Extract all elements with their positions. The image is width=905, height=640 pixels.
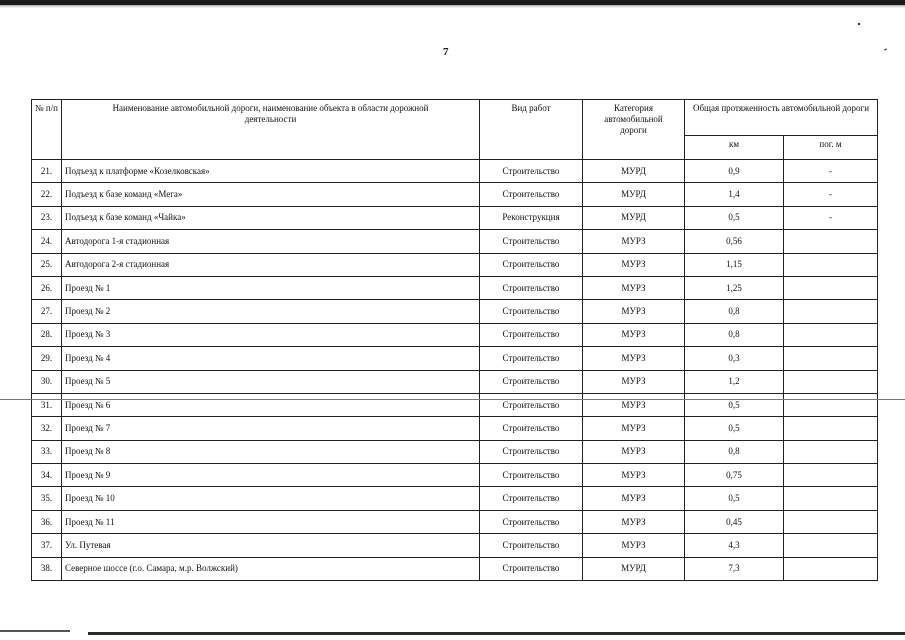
road-category-cell: МУРЗ <box>583 323 685 346</box>
length-pog-m-cell <box>784 464 878 487</box>
table-row <box>32 557 878 580</box>
header-km: км <box>685 136 784 160</box>
work-type-cell: Строительство <box>480 440 583 463</box>
length-km-cell: 0,8 <box>685 440 784 463</box>
road-category-cell: МУРЗ <box>583 230 685 253</box>
road-name-cell: Подъезд к платформе «Козелковская» <box>62 160 480 183</box>
row-number-cell: 26. <box>32 276 62 299</box>
row-number-cell: 25. <box>32 253 62 276</box>
table-row <box>32 417 878 440</box>
road-category-cell: МУРЗ <box>583 464 685 487</box>
length-km-cell: 0,45 <box>685 510 784 533</box>
road-name-cell: Проезд № 9 <box>62 464 480 487</box>
row-number-cell: 38. <box>32 557 62 580</box>
road-name-cell: Проезд № 6 <box>62 393 480 416</box>
row-number-cell: 30. <box>32 370 62 393</box>
length-pog-m-cell <box>784 230 878 253</box>
row-number-cell: 36. <box>32 510 62 533</box>
row-number-cell: 27. <box>32 300 62 323</box>
header-category: Категория автомобильной дороги <box>583 100 685 160</box>
length-km-cell: 1,4 <box>685 183 784 206</box>
road-category-cell: МУРЗ <box>583 417 685 440</box>
table-row <box>32 183 878 206</box>
road-category-cell: МУРД <box>583 557 685 580</box>
header-work-type: Вид работ <box>480 100 583 160</box>
road-category-cell: МУРЗ <box>583 534 685 557</box>
work-type-cell: Строительство <box>480 464 583 487</box>
road-name-cell: Проезд № 7 <box>62 417 480 440</box>
row-number-cell: 21. <box>32 160 62 183</box>
scan-shadow-top <box>0 5 905 8</box>
road-category-cell: МУРЗ <box>583 300 685 323</box>
table-row <box>32 370 878 393</box>
length-km-cell: 4,3 <box>685 534 784 557</box>
work-type-cell: Строительство <box>480 347 583 370</box>
length-km-cell: 0,56 <box>685 230 784 253</box>
table-row <box>32 393 878 416</box>
row-number-cell: 24. <box>32 230 62 253</box>
scan-speck <box>884 48 887 50</box>
work-type-cell: Строительство <box>480 417 583 440</box>
work-type-cell: Строительство <box>480 253 583 276</box>
length-pog-m-cell: - <box>784 160 878 183</box>
header-total-length: Общая протяженность автомобильной дороги <box>685 100 878 136</box>
length-km-cell: 0,5 <box>685 206 784 229</box>
table-row <box>32 464 878 487</box>
length-pog-m-cell <box>784 534 878 557</box>
road-name-cell: Проезд № 10 <box>62 487 480 510</box>
work-type-cell: Строительство <box>480 370 583 393</box>
header-name: Наименование автомобильной дороги, наименование объекта в области дорожной деятельности <box>62 100 480 160</box>
road-category-cell: МУРЗ <box>583 276 685 299</box>
row-number-cell: 35. <box>32 487 62 510</box>
road-name-cell: Подъезд к базе команд «Мега» <box>62 183 480 206</box>
road-category-cell: МУРД <box>583 160 685 183</box>
work-type-cell: Строительство <box>480 183 583 206</box>
work-type-cell: Строительство <box>480 300 583 323</box>
work-type-cell: Строительство <box>480 557 583 580</box>
row-number-cell: 33. <box>32 440 62 463</box>
length-pog-m-cell <box>784 417 878 440</box>
road-category-cell: МУРД <box>583 183 685 206</box>
table-row <box>32 487 878 510</box>
road-category-cell: МУРЗ <box>583 510 685 533</box>
length-pog-m-cell <box>784 440 878 463</box>
table-row <box>32 323 878 346</box>
roads-table <box>31 99 878 581</box>
length-km-cell: 0,9 <box>685 160 784 183</box>
length-km-cell: 0,5 <box>685 487 784 510</box>
row-number-cell: 29. <box>32 347 62 370</box>
table-body <box>32 160 878 581</box>
road-name-cell: Проезд № 11 <box>62 510 480 533</box>
length-km-cell: 0,8 <box>685 323 784 346</box>
length-km-cell: 0,3 <box>685 347 784 370</box>
header-pog-m: пог. м <box>784 136 878 160</box>
road-category-cell: МУРЗ <box>583 487 685 510</box>
length-km-cell: 1,15 <box>685 253 784 276</box>
length-km-cell: 1,2 <box>685 370 784 393</box>
table-row <box>32 253 878 276</box>
road-category-cell: МУРЗ <box>583 253 685 276</box>
length-pog-m-cell <box>784 276 878 299</box>
row-number-cell: 32. <box>32 417 62 440</box>
header-num: № п/п <box>32 100 62 160</box>
length-km-cell: 0,8 <box>685 300 784 323</box>
work-type-cell: Строительство <box>480 230 583 253</box>
length-pog-m-cell <box>784 347 878 370</box>
work-type-cell: Строительство <box>480 276 583 299</box>
road-name-cell: Проезд № 3 <box>62 323 480 346</box>
table-row <box>32 347 878 370</box>
length-pog-m-cell <box>784 300 878 323</box>
length-pog-m-cell <box>784 557 878 580</box>
road-name-cell: Автодорога 2-я стадионная <box>62 253 480 276</box>
length-pog-m-cell <box>784 393 878 416</box>
length-pog-m-cell <box>784 487 878 510</box>
length-pog-m-cell <box>784 370 878 393</box>
road-name-cell: Автодорога 1-я стадионная <box>62 230 480 253</box>
table-row <box>32 300 878 323</box>
page-number: 7 <box>443 46 449 58</box>
length-pog-m-cell: - <box>784 206 878 229</box>
row-number-cell: 28. <box>32 323 62 346</box>
row-number-cell: 22. <box>32 183 62 206</box>
work-type-cell: Реконструкция <box>480 206 583 229</box>
road-name-cell: Проезд № 4 <box>62 347 480 370</box>
road-category-cell: МУРД <box>583 206 685 229</box>
road-category-cell: МУРЗ <box>583 370 685 393</box>
table-row <box>32 160 878 183</box>
scan-artifact-line <box>0 399 905 400</box>
length-pog-m-cell <box>784 510 878 533</box>
length-pog-m-cell <box>784 323 878 346</box>
road-category-cell: МУРЗ <box>583 393 685 416</box>
road-name-cell: Проезд № 5 <box>62 370 480 393</box>
road-name-cell: Ул. Путевая <box>62 534 480 557</box>
road-name-cell: Проезд № 8 <box>62 440 480 463</box>
work-type-cell: Строительство <box>480 393 583 416</box>
length-km-cell: 0,75 <box>685 464 784 487</box>
length-pog-m-cell: - <box>784 183 878 206</box>
length-pog-m-cell <box>784 253 878 276</box>
row-number-cell: 34. <box>32 464 62 487</box>
road-name-cell: Проезд № 1 <box>62 276 480 299</box>
work-type-cell: Строительство <box>480 487 583 510</box>
table-row <box>32 510 878 533</box>
work-type-cell: Строительство <box>480 510 583 533</box>
row-number-cell: 23. <box>32 206 62 229</box>
table-row <box>32 230 878 253</box>
length-km-cell: 1,25 <box>685 276 784 299</box>
road-name-cell: Проезд № 2 <box>62 300 480 323</box>
road-name-cell: Северное шоссе (г.о. Самара, м.р. Волжский) <box>62 557 480 580</box>
length-km-cell: 7,3 <box>685 557 784 580</box>
work-type-cell: Строительство <box>480 160 583 183</box>
table-header <box>32 100 878 160</box>
work-type-cell: Строительство <box>480 323 583 346</box>
table-row <box>32 534 878 557</box>
scan-border-bottom-left <box>0 630 70 632</box>
row-number-cell: 31. <box>32 393 62 416</box>
scan-speck <box>858 23 860 25</box>
road-name-cell: Подъезд к базе команд «Чайка» <box>62 206 480 229</box>
table-row <box>32 440 878 463</box>
work-type-cell: Строительство <box>480 534 583 557</box>
length-km-cell: 0,5 <box>685 393 784 416</box>
road-category-cell: МУРЗ <box>583 347 685 370</box>
scan-border-bottom <box>88 632 905 635</box>
length-km-cell: 0,5 <box>685 417 784 440</box>
road-category-cell: МУРЗ <box>583 440 685 463</box>
row-number-cell: 37. <box>32 534 62 557</box>
table-row <box>32 276 878 299</box>
table-row <box>32 206 878 229</box>
